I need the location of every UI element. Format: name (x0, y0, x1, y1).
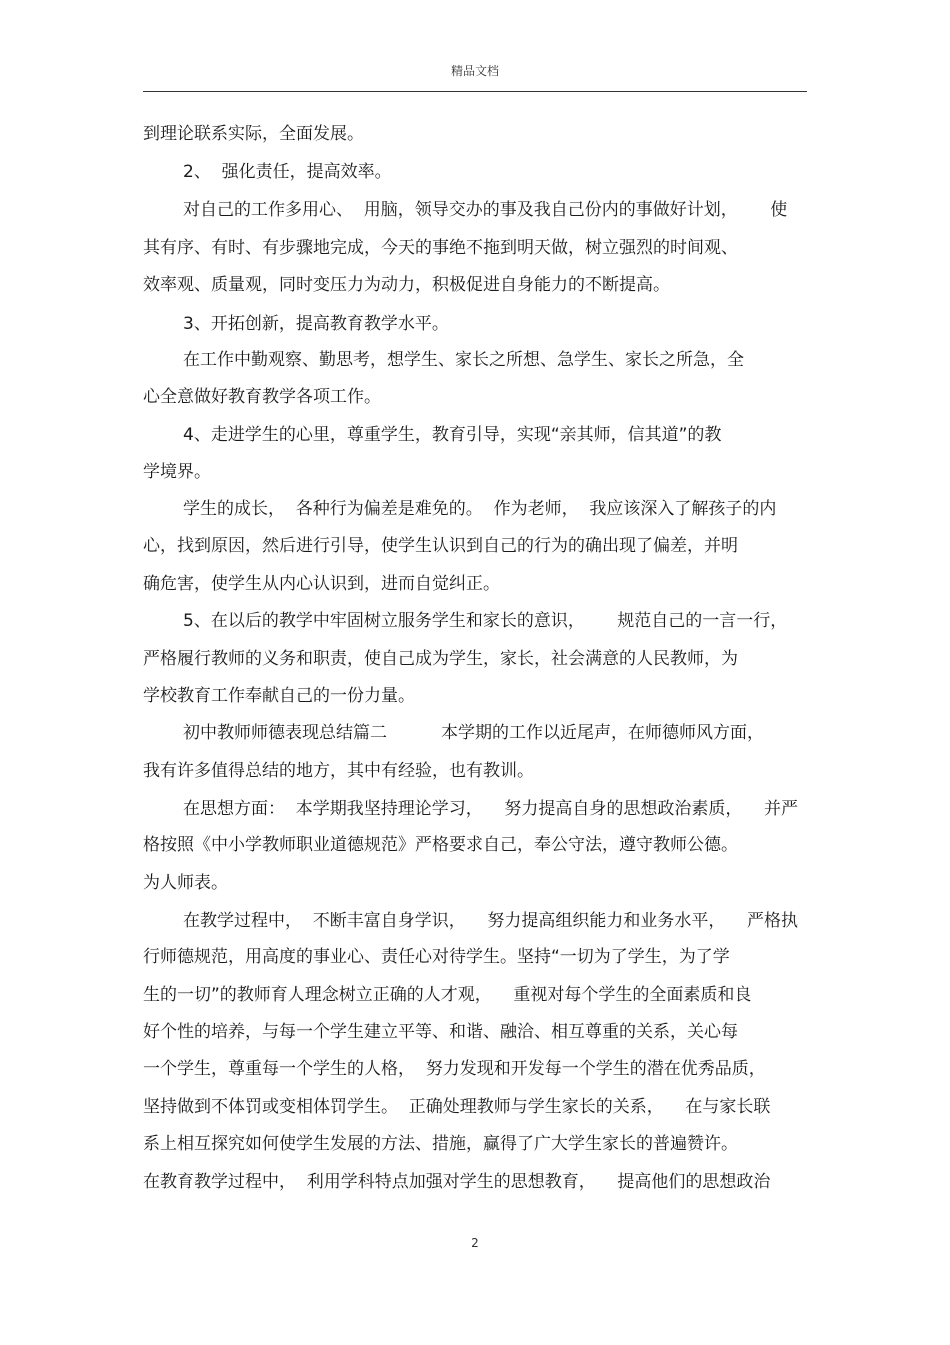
text-line: 初中教师师德表现总结篇二 本学期的工作以近尾声，在师德师风方面， (183, 723, 765, 743)
text-line: 在教育教学过程中， 利用学科特点加强对学生的思想教育， 提高他们的思想政治 (143, 1172, 771, 1192)
text-line: 心全意做好教育教学各项工作。 (143, 387, 381, 407)
header-divider (143, 91, 807, 92)
text-line: 一个学生，尊重每一个学生的人格， 努力发现和开发每一个学生的潜在优秀品质， (143, 1059, 766, 1079)
text-line: 3、开拓创新，提高教育教学水平。 (183, 314, 449, 334)
text-line: 在教学过程中， 不断丰富自身学识， 努力提高组织能力和业务水平， 严格执 (183, 911, 799, 931)
text-line: 我有许多值得总结的地方，其中有经验，也有教训。 (143, 761, 534, 781)
text-line: 在思想方面： 本学期我坚持理论学习， 努力提高自身的思想政治素质， 并严 (183, 799, 799, 819)
text-line: 到理论联系实际，全面发展。 (143, 124, 364, 144)
text-line: 对自己的工作多用心、 用脑，领导交办的事及我自己份内的事做好计划， 使 (183, 200, 788, 220)
text-line: 好个性的培养，与每一个学生建立平等、和谐、融洽、相互尊重的关系，关心每 (143, 1022, 738, 1042)
text-line: 坚持做到不体罚或变相体罚学生。 正确处理教师与学生家长的关系， 在与家长联 (143, 1097, 771, 1117)
page-header-title: 精品文档 (450, 64, 499, 78)
text-line: 学境界。 (143, 462, 211, 482)
text-line: 严格履行教师的义务和职责，使自己成为学生，家长，社会满意的人民教师，为 (143, 649, 738, 669)
text-line: 5、在以后的教学中牢固树立服务学生和家长的意识， 规范自己的一言一行， (183, 611, 788, 631)
text-line: 系上相互探究如何使学生发展的方法、措施，赢得了广大学生家长的普遍赞许。 (143, 1134, 738, 1154)
text-line: 效率观、质量观，同时变压力为动力，积极促进自身能力的不断提高。 (143, 275, 670, 295)
text-line: 4、走进学生的心里，尊重学生，教育引导，实现“亲其师，信其道”的教 (183, 425, 722, 445)
text-line: 确危害，使学生从内心认识到，进而自觉纠正。 (143, 574, 500, 594)
text-line: 行师德规范，用高度的事业心、责任心对待学生。坚持“一切为了学生，为了学 (143, 947, 730, 967)
text-line: 格按照《中小学教师职业道德规范》严格要求自己，奉公守法，遵守教师公德。 (143, 835, 738, 855)
text-line: 为人师表。 (143, 873, 228, 893)
text-line: 学生的成长， 各种行为偏差是难免的。 作为老师， 我应该深入了解孩子的内 (183, 499, 777, 519)
text-line: 其有序、有时、有步骤地完成，今天的事绝不拖到明天做，树立强烈的时间观、 (143, 238, 738, 258)
text-line: 在工作中勤观察、勤思考，想学生、家长之所想、急学生、家长之所急，全 (183, 350, 744, 370)
text-line: 2、 强化责任，提高效率。 (183, 162, 392, 182)
text-line: 学校教育工作奉献自己的一份力量。 (143, 686, 415, 706)
text-line: 心，找到原因，然后进行引导，使学生认识到自己的行为的确出现了偏差，并明 (143, 536, 738, 556)
page-number: 2 (471, 1236, 479, 1250)
text-line: 生的一切”的教师育人理念树立正确的人才观， 重视对每个学生的全面素质和良 (143, 985, 752, 1005)
